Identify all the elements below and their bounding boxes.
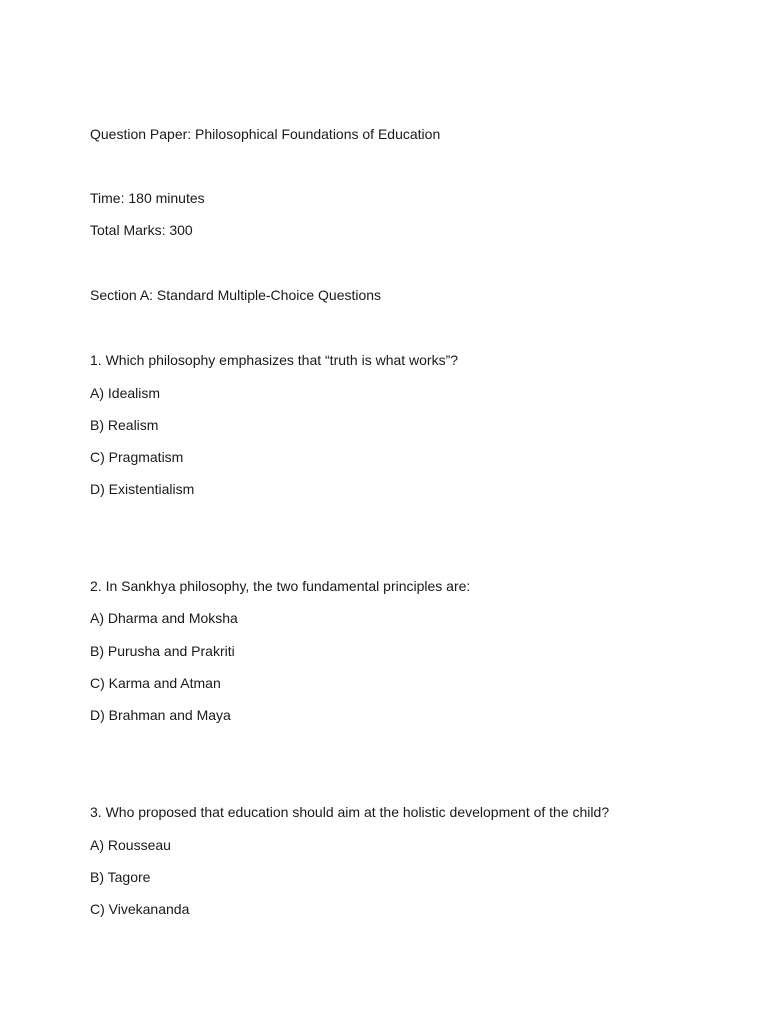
question-1-option-b: B) Realism <box>90 417 159 433</box>
time-info: Time: 180 minutes <box>90 190 205 206</box>
question-3-option-c: C) Vivekananda <box>90 901 190 917</box>
section-a-heading: Section A: Standard Multiple-Choice Questions <box>90 287 382 303</box>
question-3-option-b: B) Tagore <box>90 869 151 885</box>
question-2-option-c: C) Karma and Atman <box>90 675 221 691</box>
question-2-option-a: A) Dharma and Moksha <box>90 610 238 626</box>
paper-title: Question Paper: Philosophical Foundations of Education <box>90 126 441 142</box>
question-1-option-a: A) Idealism <box>90 385 161 401</box>
question-3-text: 3. Who proposed that education should aim at the holistic development of the child? <box>90 804 610 820</box>
question-2-option-d: D) Brahman and Maya <box>90 707 231 723</box>
question-3-option-a: A) Rousseau <box>90 837 171 853</box>
question-2-text: 2. In Sankhya philosophy, the two fundamental principles are: <box>90 578 471 594</box>
question-1-text: 1. Which philosophy emphasizes that “truth is what works”? <box>90 352 459 368</box>
question-1-option-d: D) Existentialism <box>90 481 195 497</box>
total-marks-info: Total Marks: 300 <box>90 222 193 238</box>
question-1-option-c: C) Pragmatism <box>90 449 184 465</box>
question-2-option-b: B) Purusha and Prakriti <box>90 643 235 659</box>
